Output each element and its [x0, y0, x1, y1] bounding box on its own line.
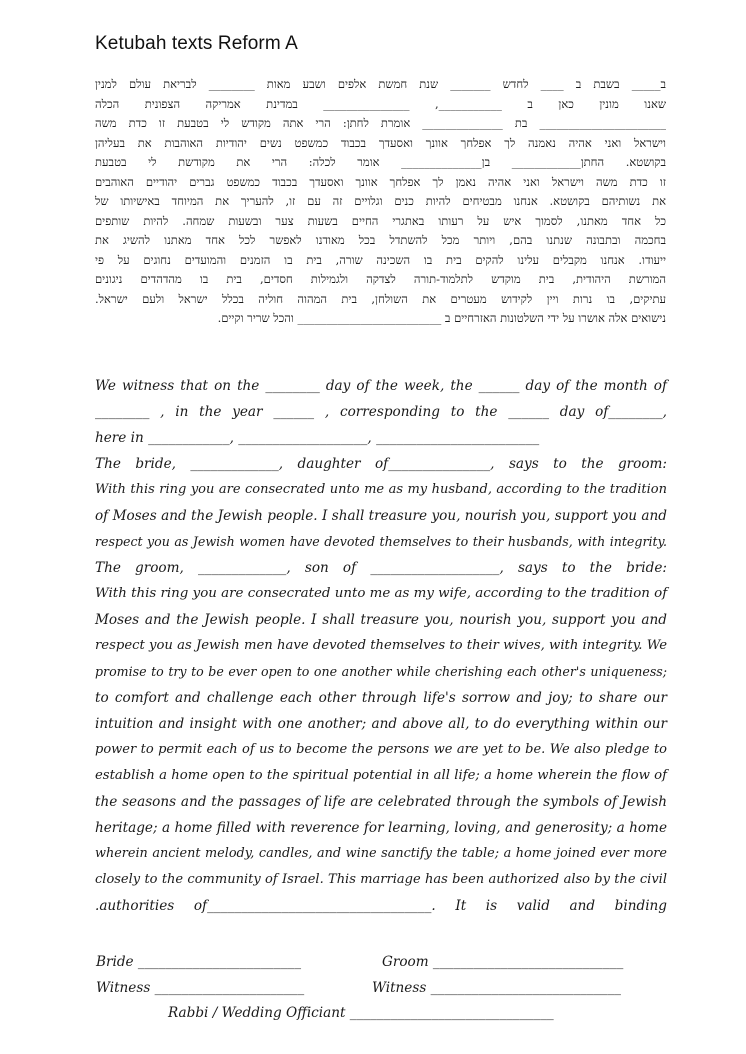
english-line: of Moses and the Jewish people. I shall treasure you, nourish you, support you and: [95, 508, 667, 524]
english-line: respect you as Jewish men have devoted themselves to their wives, with integrity. We: [95, 638, 667, 653]
english-line: ________ , in the year ______ , corresponding to the ______ day of________,: [95, 404, 667, 420]
english-line: here in ____________, ___________________, ________________________: [95, 430, 540, 446]
english-line: power to permit each of us to become the persons we are yet to be. We also pledge to: [95, 742, 667, 757]
hebrew-line: ______________________ בת ______________ אומרת לחתן: הרי אתה מקודש לי בטבעת זו כדת משה: [95, 116, 666, 130]
bride-signature-line: Bride ________________________: [96, 954, 302, 970]
english-line: intuition and insight with one another; and above all, to do everything within our: [95, 716, 667, 732]
groom-signature-line: Groom ____________________________: [382, 954, 624, 970]
english-line: We witness that on the ________ day of the week, the ______ day of the month of: [95, 378, 667, 394]
hebrew-line: המורשת היהודית, בית מוקדש לתלמוד-תורה לצדקה ולגמילות חסדים, בית בו מהדהדים ניגונים: [95, 272, 666, 286]
hebrew-line: ב_____ בשבת ב ____ לחדש _______ שנת חמשת אלפים ושבע מאות ________ לבריאת עולם למנין: [95, 77, 666, 91]
hebrew-line: בקושטא. החתן____________ בן______________ אומר לכלה: הרי את מקודשת לי בטבעת: [95, 155, 666, 169]
english-line: closely to the community of Israel. This marriage has been authorized also by the civil: [95, 872, 667, 887]
hebrew-text-block: [95, 75, 666, 329]
hebrew-line: וישראל ואני אהיה נאמנה לך אפלחך אוונך ואסעדך בכבוד כמשפט נשים יהודיות האוהבות את בעליהן: [95, 135, 666, 150]
hebrew-line: זו כדת משה וישראל ואני אהיה נאמן לך אפלחך אוונך ואסעדך בכבוד כמשפט גברים יהודיים האוהבים: [95, 174, 666, 189]
english-line: the seasons and the passages of life are celebrated through the symbols of Jewish: [95, 794, 667, 810]
rabbi-signature-line: Rabbi / Wedding Officiant ______________________________: [168, 1005, 554, 1021]
english-line: .authorities of_________________________________. It is valid and binding: [95, 898, 667, 914]
english-line: respect you as Jewish women have devoted themselves to their husbands, with integrity.: [95, 534, 667, 549]
hebrew-line: נישואים אלה אושרו על ידי השלטונות האזרחיים ב _________________________ והכל שריר וקיים.: [217, 311, 666, 325]
hebrew-line: שאנו מונין כאן ב ___________, _______________ במדינת אמריקה הצפונית הכלה: [95, 96, 666, 111]
hebrew-line: עתיקים, בו נרות ויין לקידוש מעטרים את השולחן, בית המהוה חוליה בכלל ישראל ולעם ישראל.: [95, 291, 666, 306]
witness-2-signature-line: Witness ____________________________: [372, 980, 621, 996]
witness-1-signature-line: Witness ______________________: [96, 980, 305, 996]
english-line: heritage; a home filled with reverence for learning, loving, and generosity; a home: [95, 820, 667, 836]
english-line: The bride, _____________, daughter of_______________, says to the groom:: [95, 456, 667, 472]
english-text-block: [95, 373, 667, 919]
hebrew-line: ייעודו. אנחנו מקבלים עלינו להקים בית בו השכינה שורה, בית בו הזמנים והמועדים נחוגים על פי: [95, 252, 666, 267]
english-line: establish a home open to the spiritual potential in all life; a home wherein the flow of: [95, 768, 667, 783]
hebrew-line: בחכמה ובתבונה שנתנו בהם, ויותר מכל להשתדל בכל מאודנו לאפשר לכל אחד מאתנו להשיג את: [95, 233, 666, 247]
hebrew-line: כל אחד מאתנו, לסמוך איש על רעותו באתגרי החיים בשעות צער ובשעות שמחה. להיות שותפים: [95, 213, 666, 228]
document-title: Ketubah texts Reform A: [95, 33, 298, 54]
english-line: wherein ancient melody, candles, and wine sanctify the table; a home joined ever more: [95, 846, 667, 861]
english-line: to comfort and challenge each other through life's sorrow and joy; to share our: [95, 690, 667, 706]
english-line: With this ring you are consecrated unto me as my wife, according to the tradition of: [95, 586, 668, 601]
english-line: Moses and the Jewish people. I shall treasure you, nourish you, support you and: [95, 612, 667, 628]
english-line: The groom, _____________, son of ___________________, says to the bride:: [95, 560, 667, 576]
hebrew-line: את נשותיהם בקושטא. אנחנו מבטיחים להיות כנים וגלויים זה עם זו, להעריך את המיוחד באישיותו של: [95, 194, 666, 208]
english-line: With this ring you are consecrated unto me as my husband, according to the tradition: [95, 482, 667, 497]
english-line: promise to try to be ever open to one another while cherishing each other's uniqueness;: [95, 664, 667, 679]
